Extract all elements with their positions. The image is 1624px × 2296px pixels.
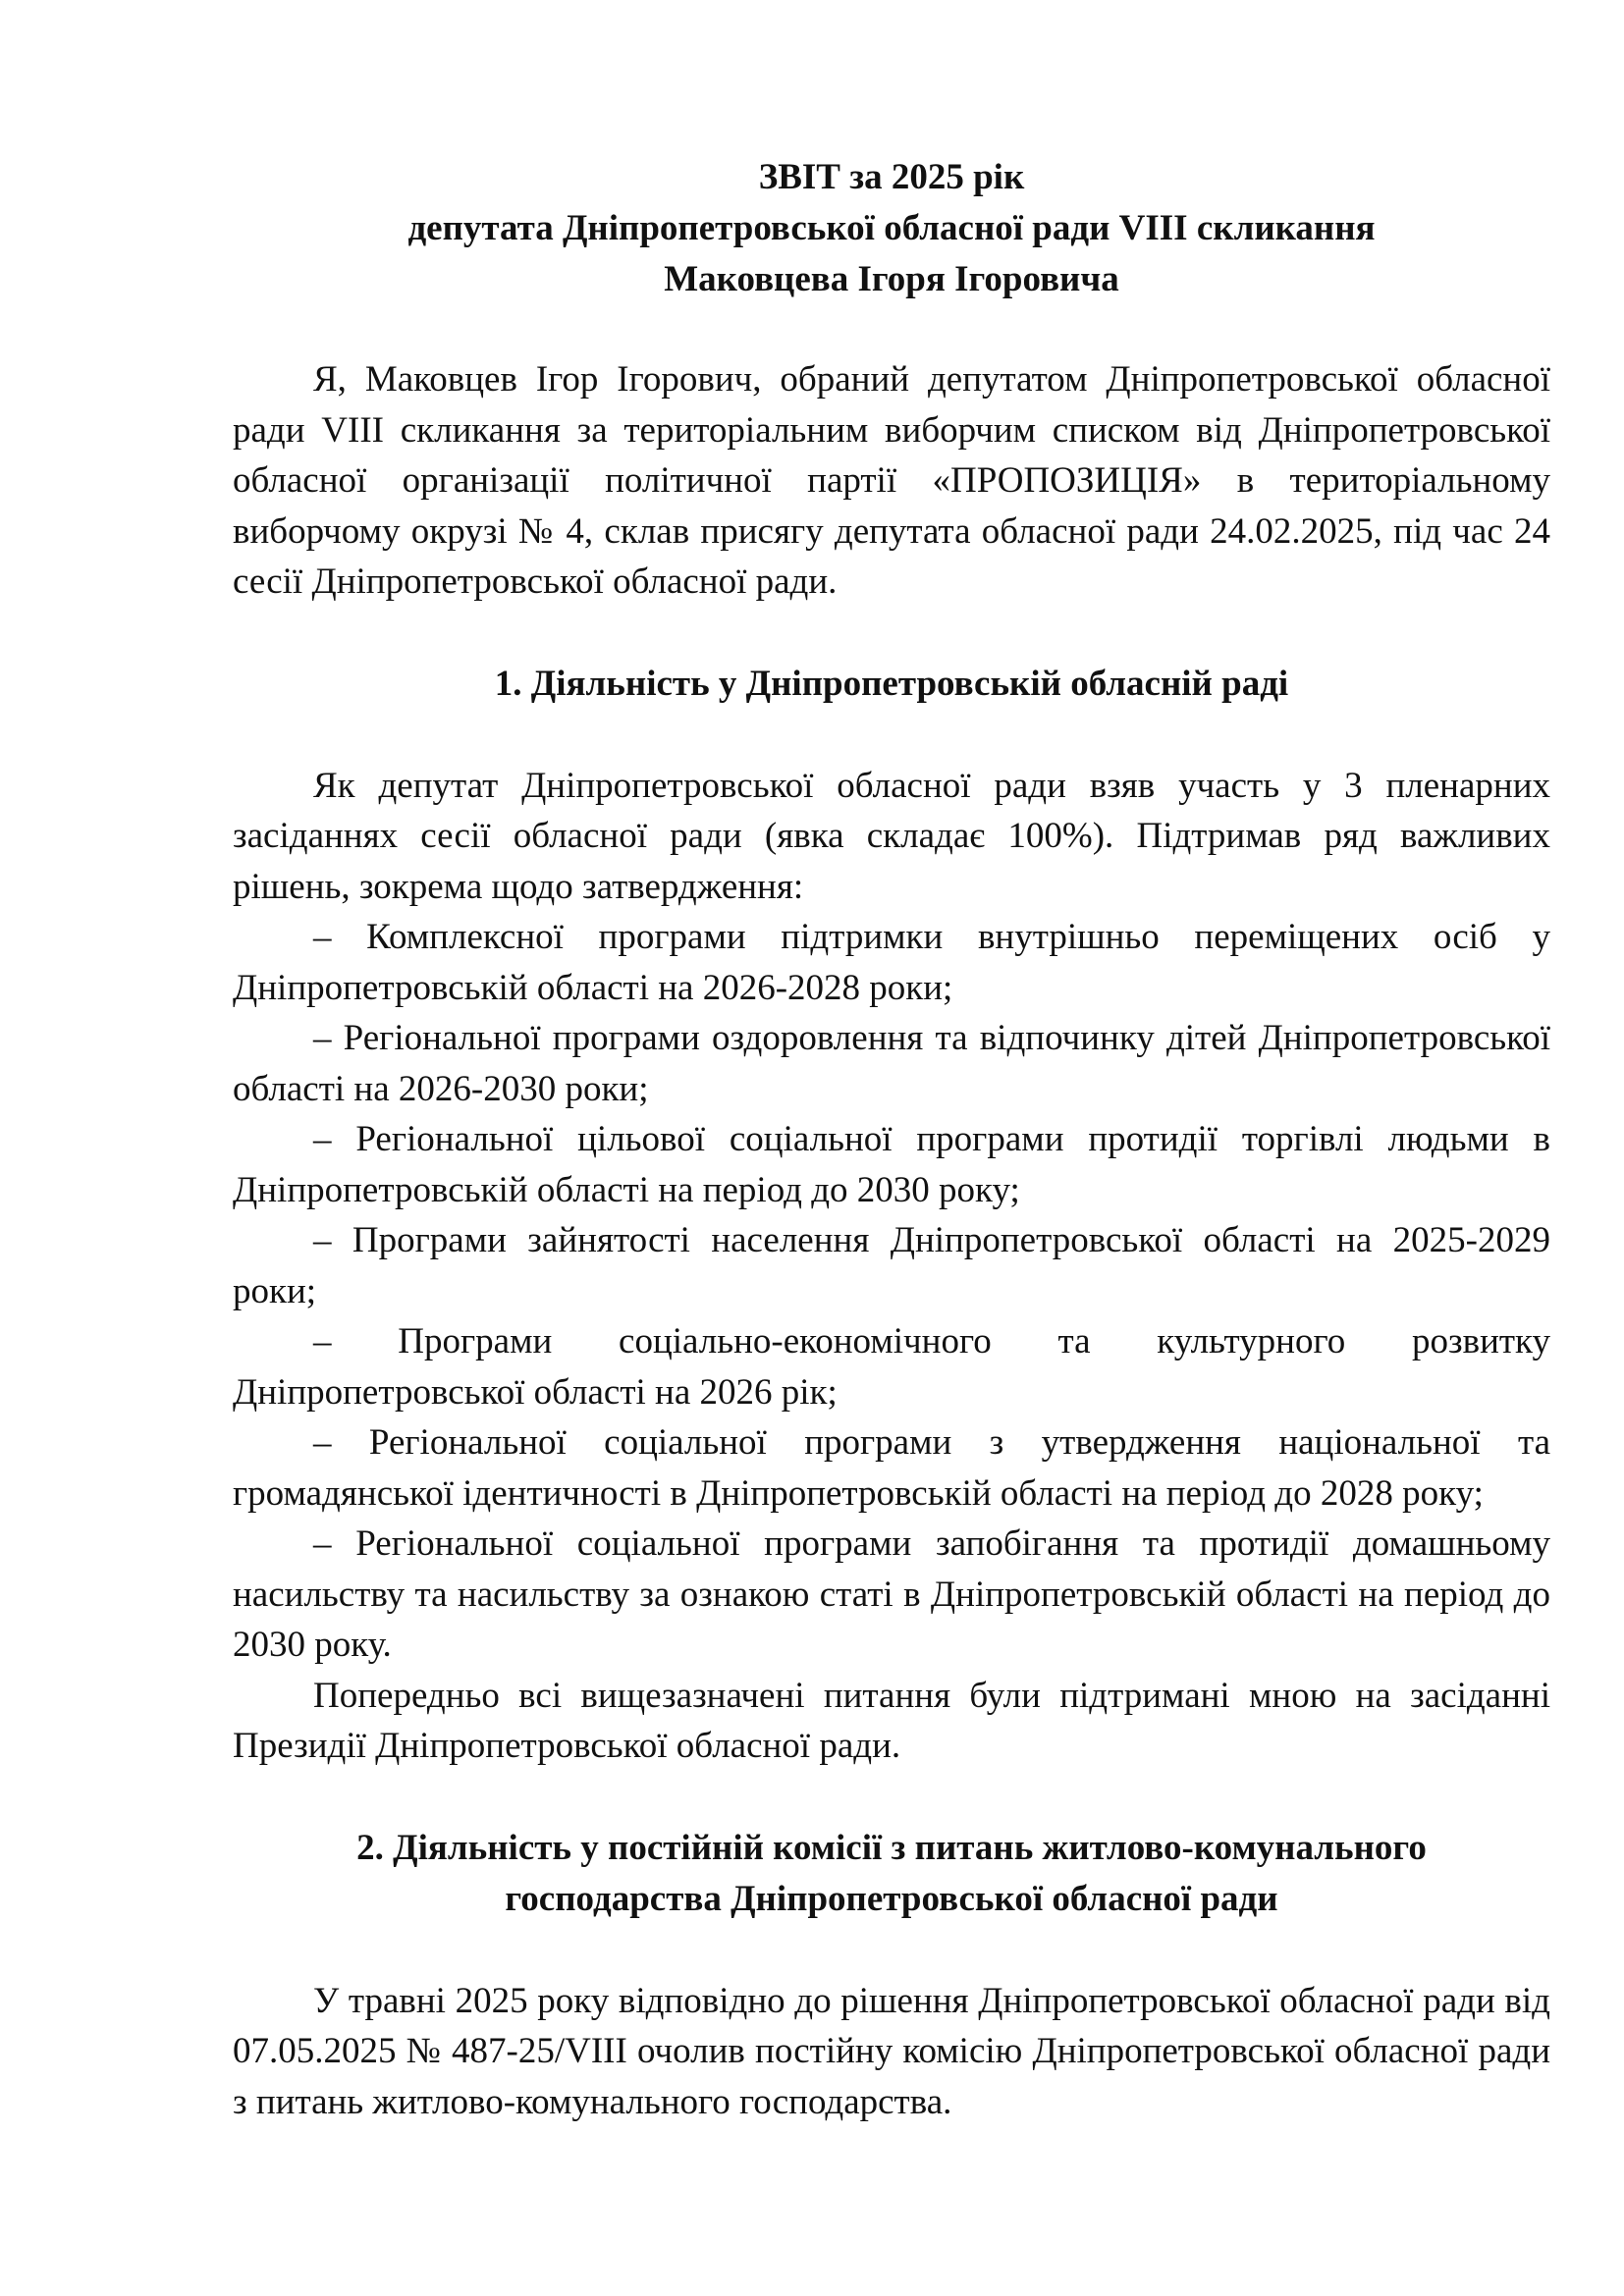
list-item: – Регіональної програми оздоровлення та відпочинку дітей Дніпропетровської області на 2026-2030 роки; — [233, 1018, 1550, 1109]
section1-closing: Попередньо всі вищезазначені питання були підтримані мною на засіданні Президії Дніпропетровської обласної ради. — [233, 1675, 1550, 1766]
section1-heading — [233, 659, 1550, 710]
spacer — [233, 608, 1550, 659]
section2-heading — [233, 1823, 1550, 1925]
list-item: – Програми зайнятості населення Дніпропетровської області на 2025-2029 роки; — [233, 1220, 1550, 1311]
report-title-line2: депутата Дніпропетровської обласної ради VIII скликання — [407, 208, 1376, 248]
section1-lead: Як депутат Дніпропетровської обласної ради взяв участь у 3 пленарних засіданнях сесії обласної ради (явка складає 100%). Підтримав ряд важливих рішень, зокрема щодо затвердження: — [233, 765, 1550, 907]
section2-paragraph: У травні 2025 року відповідно до рішення Дніпропетровської обласної ради від 07.05.2025 № 487-25/VIII очолив постійну комісію Дніпропетровської обласної ради з питань житлово-комунального господарства. — [233, 1980, 1550, 2122]
list-item: – Регіональної соціальної програми з утвердження національної та громадянської ідентичності в Дніпропетровській області на період до 2028 року; — [233, 1422, 1550, 1514]
list-item: – Регіональної соціальної програми запобігання та протидії домашньому насильству та насильству за ознакою статі в Дніпропетровській області на період до 2030 року. — [233, 1523, 1550, 1665]
report-title-line3: Маковцева Ігоря Ігоровича — [664, 259, 1119, 299]
spacer — [233, 710, 1550, 761]
section2-heading-line1: 2. Діяльність у постійній комісії з питань житлово-комунального — [356, 1827, 1427, 1868]
report-title-line1: ЗВІТ за 2025 рік — [758, 157, 1025, 197]
document-body — [233, 152, 1550, 2127]
list-item: – Регіональної цільової соціальної програми протидії торгівлі людьми в Дніпропетровській області на період до 2030 року; — [233, 1119, 1550, 1210]
report-title — [233, 152, 1550, 305]
section2-heading-line2: господарства Дніпропетровської обласної ради — [505, 1878, 1278, 1919]
spacer — [233, 305, 1550, 354]
intro-paragraph: Я, Маковцев Ігор Ігорович, обраний депутатом Дніпропетровської обласної ради VIII скликання за територіальним виборчим списком від Дніпропетровської обласної організації політичної партії «ПРОПОЗИЦІЯ» в територіальному виборчому окрузі № 4, склав присягу депутата обласної ради 24.02.2025, під час 24 сесії Дніпропетровської обласної ради. — [233, 359, 1550, 602]
spacer — [233, 1772, 1550, 1823]
list-item: – Програми соціально-економічного та культурного розвитку Дніпропетровської області на 2026 рік; — [233, 1321, 1550, 1413]
list-item: – Комплексної програми підтримки внутрішньо переміщених осіб у Дніпропетровській області на 2026-2028 роки; — [233, 917, 1550, 1008]
spacer — [233, 1925, 1550, 1976]
section1-heading-text: 1. Діяльність у Дніпропетровській обласній раді — [494, 663, 1289, 704]
